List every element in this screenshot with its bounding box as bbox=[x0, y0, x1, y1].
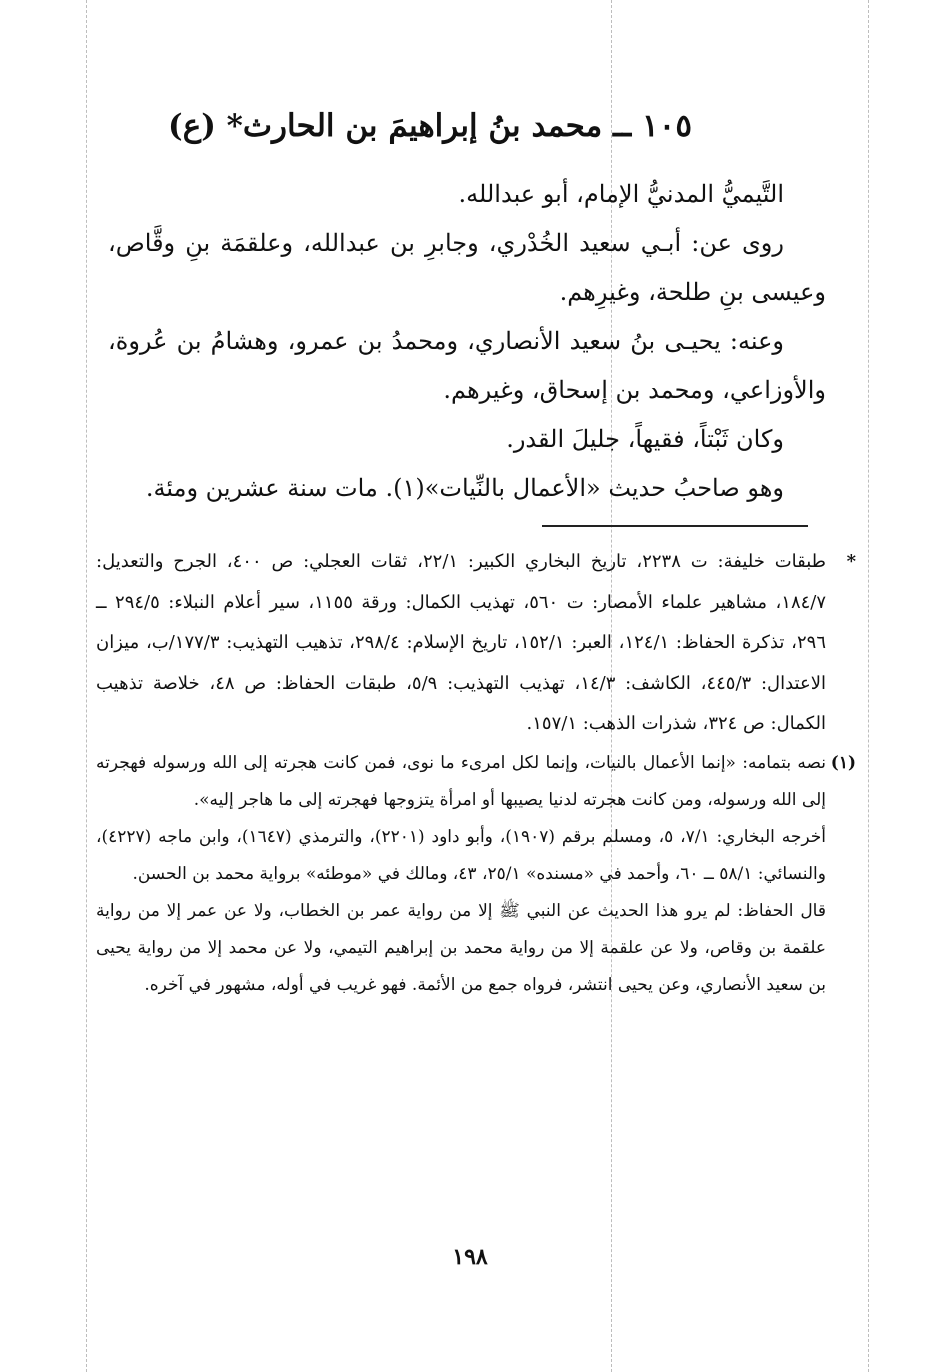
footnotes bbox=[96, 542, 856, 1004]
entry-body bbox=[108, 170, 826, 513]
body-paragraph-narrated-from: روى عن: أبـي سعيد الخُدْري، وجابرِ بن عبدالله، وعلقمَة بنِ وقَّاص، وعيسى بنِ طلحة، وغيرِهم. bbox=[108, 229, 826, 306]
body-paragraph-lineage: التَّيميُّ المدنيُّ الإمام، أبو عبدالله. bbox=[458, 180, 784, 208]
scan-margin-line-right bbox=[868, 0, 869, 1372]
footnote-sources-text: طبقات خليفة: ت ٢٢٣٨، تاريخ البخاري الكبير: ٢٢/١، ثقات العجلي: ص ٤٠٠، الجرح والتعديل: ١٨٤/٧، مشاهير علماء الأمصار: ت ٥٦٠، تهذيب الكمال: ورقة ١١٥٥، سير أعلام النبلاء: ٢٩٤/٥ ــ ٢٩٦، تذكرة الحفاظ: ١٢٤/١، العبر: ١٥٢/١، تاريخ الإسلام: ٢٩٨/٤، تذهيب التهذيب: ١٧٧/٣/ب، ميزان الاعتدال: ٤٤٥/٣، الكاشف: ١٤/٣، تهذيب التهذيب: ٥/٩، طبقات الحفاظ: ص ٤٨، خلاصة تذهيب الكمال: ص ٣٢٤، شذرات الذهب: ١٥٧/١. bbox=[96, 551, 827, 734]
body-paragraph-narrators: وعنه: يحيـى بنُ سعيد الأنصاري، ومحمدُ بن عمرو، وهشامُ بن عُروة، والأوزاعي، ومحمد بن إسحاق، وغيرهم. bbox=[108, 327, 826, 404]
footnote-1-commentary: قال الحفاظ: لم يرو هذا الحديث عن النبي ﷺ إلا من رواية عمر بن الخطاب، ولا عن عمر إلا من رواية علقمة بن وقاص، ولا عن علقمة إلا من رواية محمد بن إبراهيم التيمي، ولا عن محمد إلا من رواية يحيى بن سعيد الأنصاري، وعن يحيى انتشر، فرواه جمع من الأئمة. فهو غريب في أوله، مشهور في آخره. bbox=[96, 900, 826, 995]
footnote-separator bbox=[542, 525, 808, 527]
body-paragraph-praise: وكان ثَبْتاً، فقيهاً، جليلَ القدر. bbox=[506, 425, 784, 453]
scan-margin-line-left bbox=[86, 0, 87, 1372]
footnote-1 bbox=[96, 745, 856, 1004]
footnote-sources bbox=[96, 542, 856, 745]
footnote-star-mark: * bbox=[846, 551, 856, 572]
body-paragraph-death: وهو صاحبُ حديث «الأعمال بالنِّيات»(١). مات سنة عشرين ومئة. bbox=[145, 474, 784, 502]
footnote-1-hadith-text: نصه بتمامه: «إنما الأعمال بالنيات، وإنما لكل امرىء ما نوى، فمن كانت هجرته إلى الله ورسوله فهجرته إلى الله ورسوله، ومن كانت هجرته لدنيا يصيبها أو امرأة يتزوجها فهجرته إلى ما هاجر إليه». bbox=[96, 752, 826, 810]
footnote-1-mark: (١) bbox=[830, 752, 856, 773]
page-number: ١٩٨ bbox=[452, 1244, 488, 1270]
footnote-1-references: أخرجه البخاري: ٧/١، ٥، ومسلم برقم (١٩٠٧)، وأبو داود (٢٢٠١)، والترمذي (١٦٤٧)، وابن ماجه (٤٢٢٧)، والنسائي: ٥٨/١ ــ ٦٠، وأحمد في «مسنده» ٢٥/١، ٤٣، ومالك في «موطئه» برواية محمد بن الحسن. bbox=[96, 826, 826, 884]
entry-heading: ١٠٥ ــ محمد بنُ إبراهيمَ بن الحارث* (ع) bbox=[168, 108, 692, 144]
